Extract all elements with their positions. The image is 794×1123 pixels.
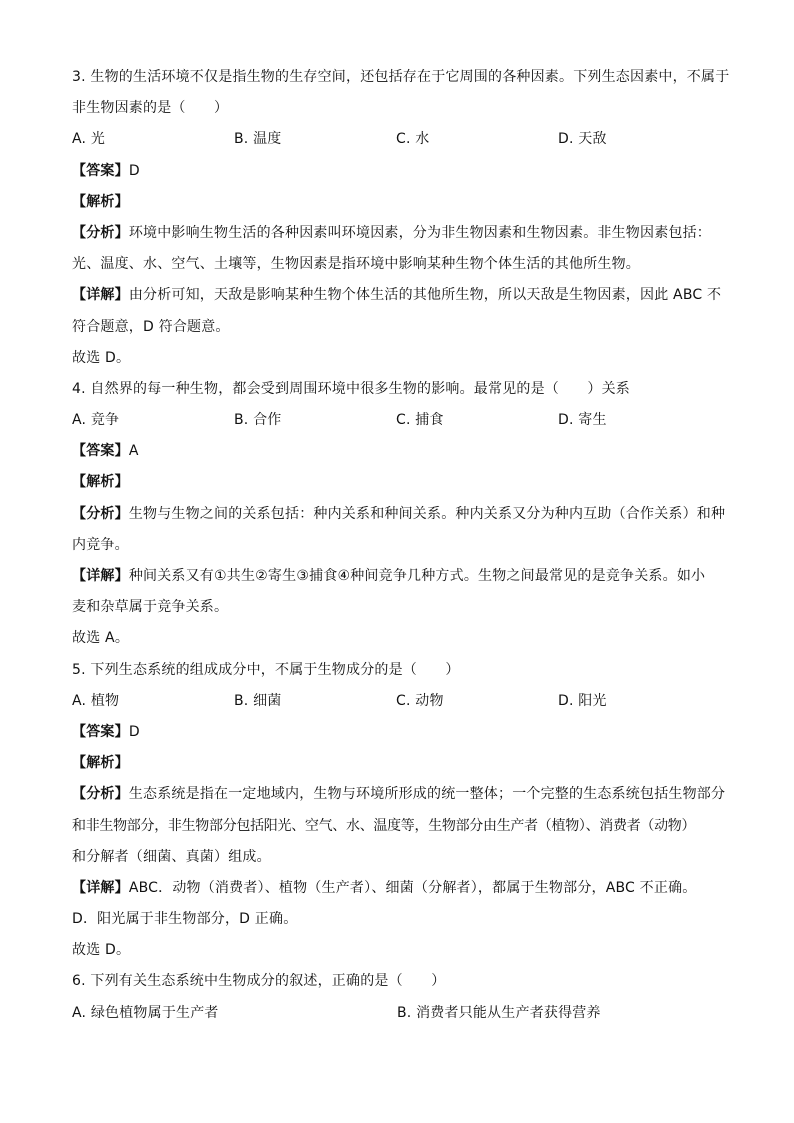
q4-answer-tag: 【答案】 [72, 443, 129, 460]
q3-answer-tag: 【答案】 [72, 162, 129, 179]
q6-options [72, 998, 722, 1029]
q5-options [72, 686, 722, 717]
q3-fenxi-line-1 [72, 218, 722, 249]
q5-analysis-heading [72, 748, 722, 779]
q4-fenxi-tag: 【分析】 [72, 505, 129, 522]
q3-fenxi-line-2: 光、温度、水、空气、土壤等，生物因素是指环境中影响某种生物个体生活的其他所生物。 [72, 256, 640, 273]
q3-options [72, 124, 722, 155]
q3-stem-line-2: 非生物因素的是（ ） [72, 100, 229, 117]
q4-analysis-heading [72, 467, 722, 498]
q4-xiangjie-text-1: 种间关系又有①共生②寄生③捕食④种间竞争几种方式。生物之间最常见的是竞争关系。如小 [128, 568, 706, 584]
q5-option-a: A. 植物 [72, 692, 120, 709]
q3-option-d: D. 天敌 [558, 131, 607, 148]
q4-option-c: C. 捕食 [396, 412, 444, 429]
q3-xiangjie-tag: 【详解】 [72, 287, 129, 304]
q5-xiangjie-line-2: D．阳光属于非生物部分，D 正确。 [72, 911, 298, 928]
q4-xiangjie-tag: 【详解】 [72, 568, 129, 584]
q5-xiangjie-text-1: ABC．动物（消费者）、植物（生产者）、细菌（分解者），都属于生物部分，ABC 不正确。 [128, 879, 697, 896]
q5-analysis-tag: 【解析】 [72, 755, 129, 772]
q5-fenxi-line-2: 和非生物部分，非生物部分包括阳光、空气、水、温度等，生物部分由生产者（植物）、消费者（动物） [72, 817, 696, 834]
q4-conclusion: 故选 A。 [72, 630, 130, 647]
q3-analysis-heading [72, 187, 722, 218]
q6-option-b: B. 消费者只能从生产者获得营养 [397, 1004, 601, 1021]
q5-conclusion: 故选 D。 [72, 942, 131, 959]
q4-fenxi-text-1: 生物与生物之间的关系包括：种内关系和种间关系。种内关系又分为种内互助（合作关系）和种 [128, 505, 726, 522]
q6-option-a: A. 绿色植物属于生产者 [72, 1004, 219, 1021]
document-page [72, 62, 730, 1029]
q4-options [72, 405, 722, 436]
q5-fenxi-line-1 [72, 779, 726, 810]
q5-answer-value: D [128, 723, 140, 740]
q3-answer-value: D [128, 162, 140, 179]
q4-xiangjie-line-2: 麦和杂草属于竞争关系。 [72, 599, 229, 616]
q3-conclusion: 故选 D。 [72, 349, 131, 366]
q5-fenxi-text-1: 生态系统是指在一定地域内，生物与环境所形成的统一整体；一个完整的生态系统包括生物部分 [128, 786, 726, 803]
q3-stem-line-1: 3. 生物的生活环境不仅是指生物的生存空间，还包括存在于它周围的各种因素。下列生态因素中，不属于 [72, 69, 730, 85]
q6-stem-line-1: 6. 下列有关生态系统中生物成分的叙述，正确的是（ ） [72, 973, 446, 990]
q5-option-b: B. 细菌 [234, 692, 282, 709]
q3-answer [72, 156, 722, 187]
q4-option-d: D. 寄生 [558, 412, 607, 429]
q4-answer [72, 436, 722, 467]
q3-option-c: C. 水 [396, 131, 430, 148]
q5-answer [72, 717, 722, 748]
q5-fenxi-line-3: 和分解者（细菌、真菌）组成。 [72, 848, 271, 865]
q5-answer-tag: 【答案】 [72, 723, 129, 740]
q5-xiangjie-line-1 [72, 873, 722, 904]
q4-option-b: B. 合作 [234, 412, 282, 429]
q4-analysis-tag: 【解析】 [72, 474, 129, 491]
q5-stem-line-1: 5. 下列生态系统的组成成分中，不属于生物成分的是（ ） [72, 661, 460, 678]
q3-option-a: A. 光 [72, 131, 106, 148]
q3-option-b: B. 温度 [234, 131, 282, 148]
q5-xiangjie-tag: 【详解】 [72, 879, 129, 896]
q4-xiangjie-line-1 [72, 561, 722, 592]
q4-answer-value: A [128, 443, 139, 460]
q3-fenxi-tag: 【分析】 [72, 224, 129, 241]
q3-xiangjie-line-2: 符合题意，D 符合题意。 [72, 318, 230, 335]
q3-analysis-tag: 【解析】 [72, 193, 129, 210]
q4-fenxi-line-1 [72, 499, 726, 530]
q5-option-d: D. 阳光 [558, 692, 607, 709]
q5-fenxi-tag: 【分析】 [72, 786, 129, 803]
q4-option-a: A. 竞争 [72, 412, 120, 429]
q4-fenxi-line-2: 内竞争。 [72, 536, 129, 553]
q3-xiangjie-text-1: 由分析可知，天敌是影响某种生物个体生活的其他所生物，所以天敌是生物因素，因此 ABC 不 [128, 287, 722, 304]
q5-option-c: C. 动物 [396, 692, 444, 709]
q4-stem-line-1: 4. 自然界的每一种生物，都会受到周围环境中很多生物的影响。最常见的是（ ）关系 [72, 380, 631, 397]
q3-fenxi-text-1: 环境中影响生物生活的各种因素叫环境因素，分为非生物因素和生物因素。非生物因素包括： [128, 224, 712, 241]
q3-xiangjie-line-1 [72, 280, 722, 311]
